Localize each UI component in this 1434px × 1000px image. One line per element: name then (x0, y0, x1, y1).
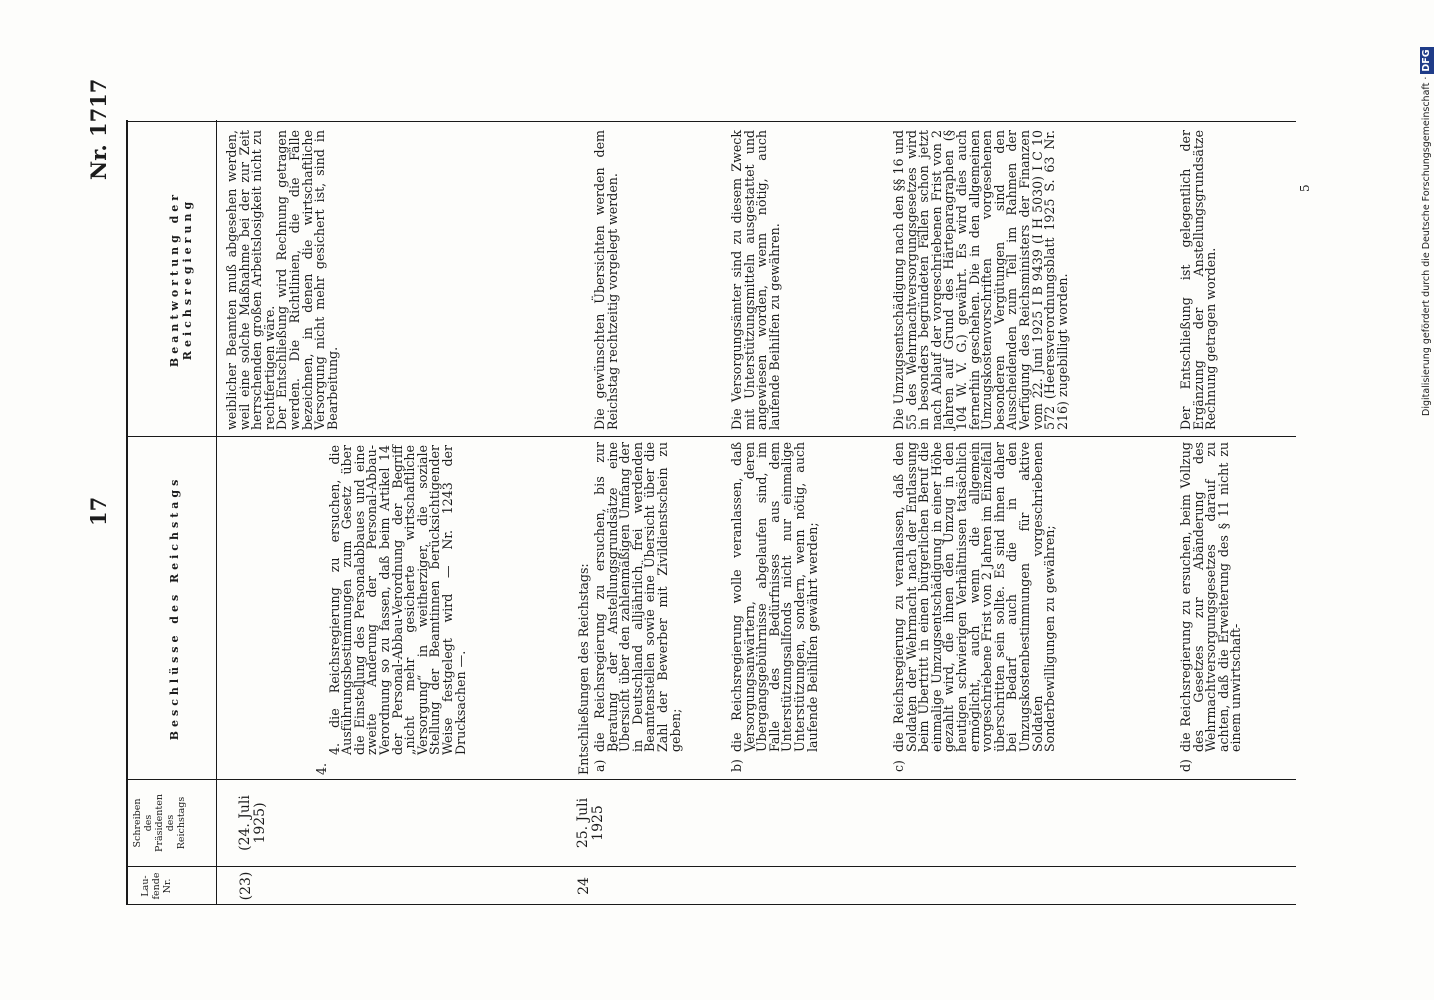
row-date: 25. Juli 1925 (575, 797, 606, 849)
item-antwort: Die Versorgungsämter sind zu diesem Zweck mit Unterstützungsmitteln ausgestattet und angewiesen worden, wenn nötig, auch laufende Beihilfen zu gewähren. (729, 130, 782, 430)
item-antwort: Der Entschließung ist gelegentlich der Ergänzung der Anstellungsgrundsätze Rechnung getragen worden. (1178, 130, 1219, 430)
header-beschluesse: Beschlüsse des Reichstags (168, 475, 181, 741)
item-beschluss: die Reichsregierung zu ersuchen, beim Vollzug des Gesetzes zur Abänderung des Wehrmachtversorgungsgesetzes darauf zu achten, daß die Erweiterung des § 11 nicht zu einem unwirtschaft- (1178, 442, 1244, 752)
row-antwort: weiblicher Beamten muß abgesehen werden, weil eine solche Maßnahme bei der zur Zeit herrschenden großen Arbeitslosigkeit nicht zu rechtfertigen wäre. Der Entschließung wird Rechnung getragen werden. Die Richtlinien, die die Fälle bezeichnen, in denen die wirtschaftliche Versorgung nicht mehr gesichert ist, sind in Bearbeitung. (224, 130, 340, 430)
header-beantwortung: Beantwortung der Reichsregierung (168, 190, 194, 368)
item-beschluss: die Reichsregierung zu veranlassen, daß den Soldaten der Wehrmacht nach der Entlassung beim Übertritt in einen bürgerlichen Beruf die einmalige Umzugsentschädigung in einer Höhe gezahlt wird, die ihnen den Umzug in den heutigen schwierigen Verhältnissen tatsächlich ermöglicht, auch wenn die allgemein vorgeschriebene Frist von 2 Jahren im Einzelfall überschritten sein sollte. Es sind ihnen daher bei Bedarf auch die in den Umzugskostenbestimmungen für aktive Soldaten vorgeschriebenen Sonderbewilligungen zu gewähren; (891, 442, 1058, 752)
table-right-rule (126, 121, 1296, 122)
row-nr: (23) (238, 871, 254, 901)
header-schreiben: Schreiben des Präsidenten des Reichstags (132, 794, 187, 852)
nr-column-rule (126, 866, 1296, 867)
item-label: d) (1178, 759, 1193, 772)
table-top-rule (126, 120, 128, 905)
row-intro: Entschließungen des Reichstags: (576, 563, 591, 775)
document-number: Nr. 1717 (86, 78, 111, 180)
row-beschluss: 4. 4. die Reichsregierung zu ersuchen, die Ausführungsbestimmungen zum Gesetz über die Einstellung des Personalabbaues und eine zweite Änderung der Personal-Abbau-Verordnung so zu fassen, daß beim Artikel 14 der Personal-Abbau-Verordnung der Begriff „nicht mehr gesicherte wirtschaftliche Versorgung“ in weitherziger, die soziale Stellung der Beamtinnen berücksichtigender Weise festgelegt wird — Nr. 1243 der Drucksachen —. (314, 445, 468, 775)
row-date: (24. Juli 1925) (237, 795, 268, 851)
dfg-logo: DFG (1421, 49, 1432, 72)
item-beschluss: die Reichsregierung wolle veranlassen, daß Versorgungsanwärtern, deren Übergangsgebührnisse abgelaufen sind, im Falle des Bedürfnisses aus dem Unterstützungsallfonds nicht nur einmalige Unterstützungen, sondern, wenn nötig, auch laufende Beihilfen gewährt werden; (729, 442, 820, 752)
item-label: b) (729, 759, 744, 772)
table-left-rule (126, 904, 1296, 905)
header-laufende-nr: Lau- fende Nr. (140, 872, 173, 900)
item-antwort: Die gewünschten Übersichten werden dem Reichstag rechtzeitig vorgelegt werden. (592, 130, 620, 430)
item-beschluss: die Reichsregierung zu ersuchen, bis zur Beratung der Anstellungsgrundsätze eine Übersicht über den zahlenmäßigen Umfang der in Deutschland alljährlich frei werdenden Beamtenstellen sowie eine Übersicht über die Zahl der Bewerber mit Zivildienstschein zu geben; (592, 442, 683, 752)
item-label: c) (891, 760, 906, 772)
footer-signature: 5 (1298, 184, 1312, 192)
page-number: 17 (86, 496, 111, 526)
date-column-rule (126, 779, 1296, 780)
item-label: a) (592, 759, 607, 772)
funding-credit-text: Digitalisierung gefördert durch die Deutsche Forschungsgemeinschaft · (1421, 76, 1432, 416)
item-antwort: Die Umzugsentschädigung nach den §§ 16 und 55 des Wehrmachtversorgungsgesetzes wird in besonders begründeten Fällen schon jetzt nach Ablauf der vorgeschriebenen Frist von 2 Jahren auf Grund des Härteparagraphen (§ 104 W. V. G.) gewährt. Es wird dies auch fernerhin geschehen. Die in den allgemeinen Umzugskostenvorschriften vorgesehenen besonderen Vergütungen sind den Ausscheidenden zum Teil im Rahmen der Verfügung des Reichsministers der Finanzen vom 22. Juni 1925 I B 9439 (I H 5030) I C 10 572 (Heeresverordnungsblatt 1925 S. 63 Nr. 216) zugebilligt worden. (891, 130, 1070, 430)
beschluss-column-rule (126, 436, 1296, 437)
funding-credit (1420, 6, 1434, 996)
header-bottom-rule (216, 120, 217, 905)
row-nr: 24 (576, 877, 592, 895)
